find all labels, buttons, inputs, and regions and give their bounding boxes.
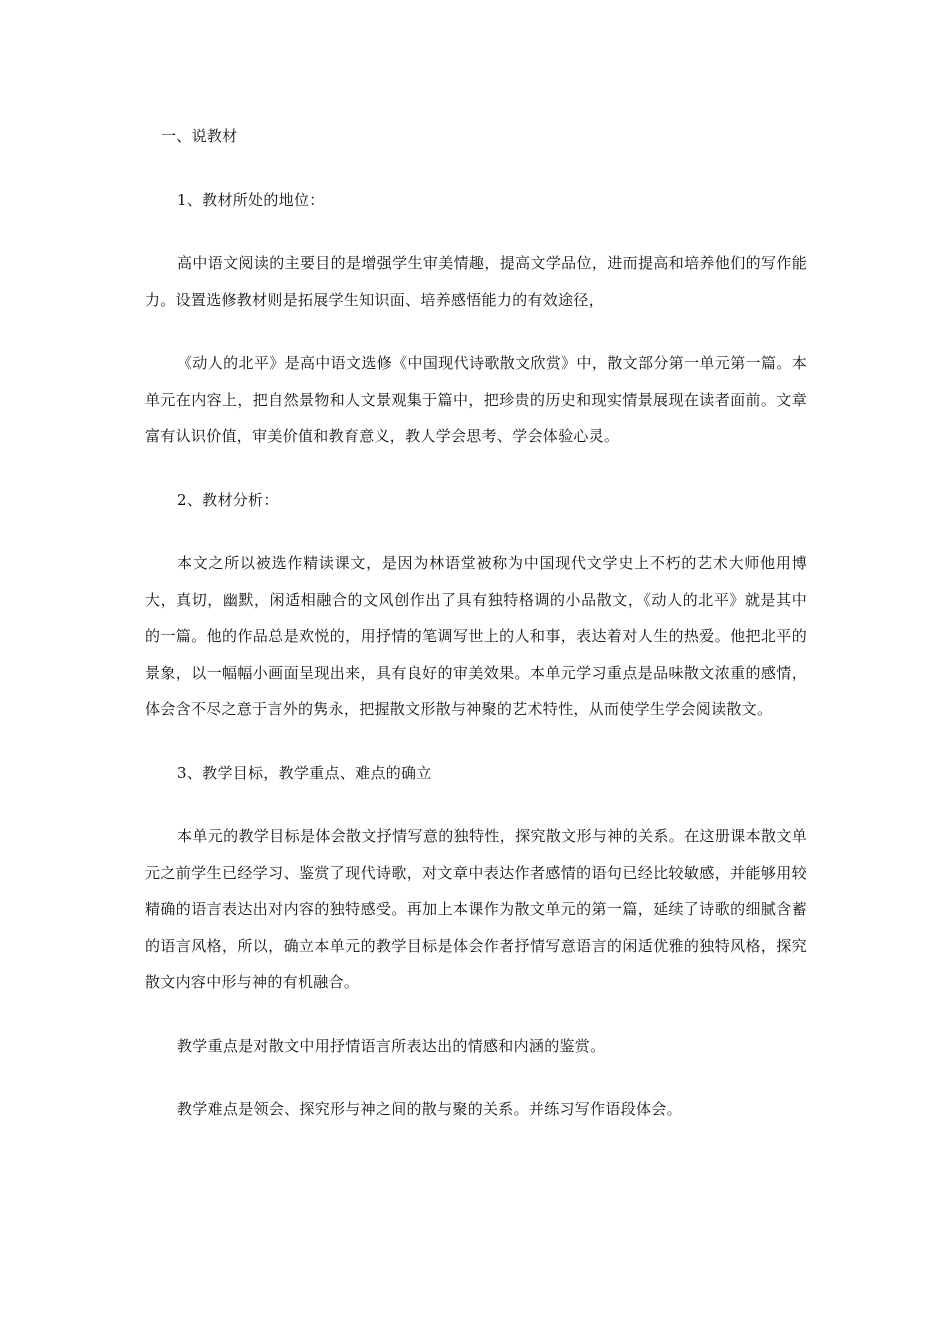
section-title: 一、说教材 bbox=[161, 127, 238, 145]
spacer bbox=[145, 518, 807, 545]
paragraph-1-2: 《动人的北平》是高中语文选修《中国现代诗歌散文欣赏》中，散文部分第一单元第一篇。本单元在内容上，把自然景物和人文景观集于篇中，把珍贵的历史和现实情景展现在读者面前。文章富有认识价值，审美价值和教育意义，教人学会思考、学会体验心灵。 bbox=[145, 354, 807, 445]
spacer bbox=[145, 1001, 807, 1028]
paragraph-2-1: 本文之所以被选作精读课文，是因为林语堂被称为中国现代文学史上不朽的艺术大师他用博大，真切，幽默，闲适相融合的文风创作出了具有独特格调的小品散文，《动人的北平》就是其中的一篇。他的作品总是欢悦的，用抒情的笔调写世上的人和事，表达着对人生的热爱。他把北平的景象，以一幅幅小画面呈现出来，具有良好的审美效果。本单元学习重点是品味散文浓重的感情，体会含不尽之意于言外的隽永，把握散文形散与神聚的艺术特性，从而使学生学会阅读散文。 bbox=[145, 554, 807, 718]
paragraph-3-2: 教学重点是对散文中用抒情语言所表达出的情感和内涵的鉴赏。 bbox=[177, 1036, 606, 1055]
subsection-heading-3: 3、教学目标，教学重点、难点的确立 bbox=[177, 763, 432, 782]
spacer bbox=[145, 155, 807, 182]
spacer bbox=[145, 791, 807, 818]
subsection-heading-1: 1、教材所处的地位： bbox=[177, 190, 325, 209]
spacer bbox=[145, 318, 807, 345]
spacer bbox=[145, 728, 807, 755]
paragraph-1-1: 高中语文阅读的主要目的是增强学生审美情趣，提高文学品位，进而提高和培养他们的写作能力。设置选修教材则是拓展学生知识面、培养感悟能力的有效途径， bbox=[145, 254, 807, 309]
spacer bbox=[145, 218, 807, 245]
spacer bbox=[145, 455, 807, 482]
paragraph-3-1: 本单元的教学目标是体会散文抒情写意的独特性，探究散文形与神的关系。在这册课本散文单元之前学生已经学习、鉴赏了现代诗歌，对文章中表达作者感情的语句已经比较敏感，并能够用较精确的语言表达出对内容的独特感受。再加上本课作为散文单元的第一篇，延续了诗歌的细腻含蓄的语言风格，所以，确立本单元的教学目标是体会作者抒情写意语言的闲适优雅的独特风格，探究散文内容中形与神的有机融合。 bbox=[145, 827, 807, 991]
paragraph-3-3: 教学难点是领会、探究形与神之间的散与聚的关系。并练习写作语段体会。 bbox=[177, 1100, 682, 1118]
spacer bbox=[145, 1064, 807, 1091]
document-page bbox=[145, 118, 807, 1128]
subsection-heading-2: 2、教材分析： bbox=[177, 490, 279, 509]
